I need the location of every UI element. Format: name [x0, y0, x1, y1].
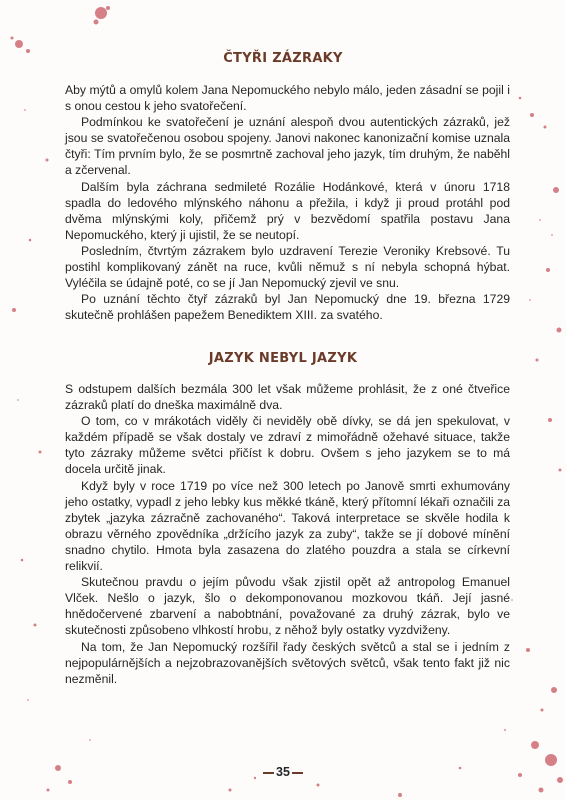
paragraph: O tom, co v mrákotách viděly či neviděly obě dívky, se dá jen spekulovat, v každém případě se však dostaly ve zdraví z mimořádně ožehavé situace, takže tyto zázraky můžeme světci přičíst k dobru. Ovšem s jeho jazykem se to má docela určitě jinak.	[65, 414, 510, 477]
section-text-ctyri-zazraky	[65, 82, 510, 323]
paragraph: Skutečnou pravdu o jejím původu však zjistil opět až antropolog Emanuel Vlček. Nešlo o jazyk, šlo o dekomponovanou mozkovou tkáň. Její jasné hnědočervené zbarvení a nabobtnání, považované za druhý zázrak, bylo ve skutečnosti způsobeno vlhkostí hrobu, z něhož byly ostatky vyzdviženy.	[65, 575, 510, 638]
paragraph: S odstupem dalších bezmála 300 let však můžeme prohlásit, že z oné čtveřice zázraků platí do dneška maximálně dva.	[65, 382, 510, 413]
paragraph: Po uznání těchto čtyř zázraků byl Jan Nepomucký dne 19. března 1729 skutečně prohlášen papežem Benediktem XIII. za svatého.	[65, 292, 510, 323]
section-heading-ctyri-zazraky: ČTYŘI ZÁZRAKY	[223, 51, 343, 66]
paragraph: Na tom, že Jan Nepomucký rozšířil řady českých světců a stal se i jedním z nejpopulárnějších a nejzobrazovanějších světových světců, však tento fakt již nic nezměnil.	[65, 639, 510, 686]
paragraph: Aby mýtů a omylů kolem Jana Nepomuckého nebylo málo, jeden zásadní se pojil i s onou cestou k jeho svatořečení.	[65, 83, 510, 114]
page-number-footer	[0, 765, 566, 779]
page-number: 35	[276, 765, 290, 779]
page-number-dash-right	[292, 772, 303, 774]
paragraph: Podmínkou ke svatořečení je uznání alespoň dvou autentických zázraků, jež jsou se svatořečenou osobou spojeny. Janovi nakonec kanonizační komise uznala čtyři: Tím prvním bylo, že se posmrtně zachoval jeho jazyk, tím druhým, že naběhl a zčervenal.	[65, 115, 510, 178]
section-text-jazyk-nebyl-jazyk	[65, 381, 510, 687]
section-heading-jazyk-nebyl-jazyk: JAZYK NEBYL JAZYK	[208, 351, 358, 366]
paragraph: Posledním, čtvrtým zázrakem bylo uzdravení Terezie Veroniky Krebsové. Tu postihl komplikovaný zánět na ruce, kvůli němuž s ní nebyla schopná hýbat. Vyléčila se údajně poté, co se jí Jan Nepomucký zjevil ve snu.	[65, 243, 510, 291]
paragraph: Když byly v roce 1719 po více než 300 letech po Janově smrti exhumovány jeho ostatky, vypadl z jeho lebky kus měkké tkáně, který přítomní lékaři označili za zbytek „jazyka zázračně zachovaného“. Taková interpretace se skvěle hodila k obrazu věrného zpovědníka „držícího jazyk za zuby“, takže se jí dobové mínění snadno chytilo. Hmota byla zasazena do zlatého pouzdra a stala se církevní relikvií.	[65, 478, 510, 574]
paragraph: Dalším byla záchrana sedmileté Rozálie Hodánkové, která v únoru 1718 spadla do ledového mlýnského náhonu a přežila, i když ji proud protáhl pod dvěma mlýnskými koly, přičemž prý v bezvědomí spatřila postavu Jana Nepomuckého, který ji ujistil, že se neutopí.	[65, 179, 510, 242]
page-number-dash-left	[263, 772, 274, 774]
